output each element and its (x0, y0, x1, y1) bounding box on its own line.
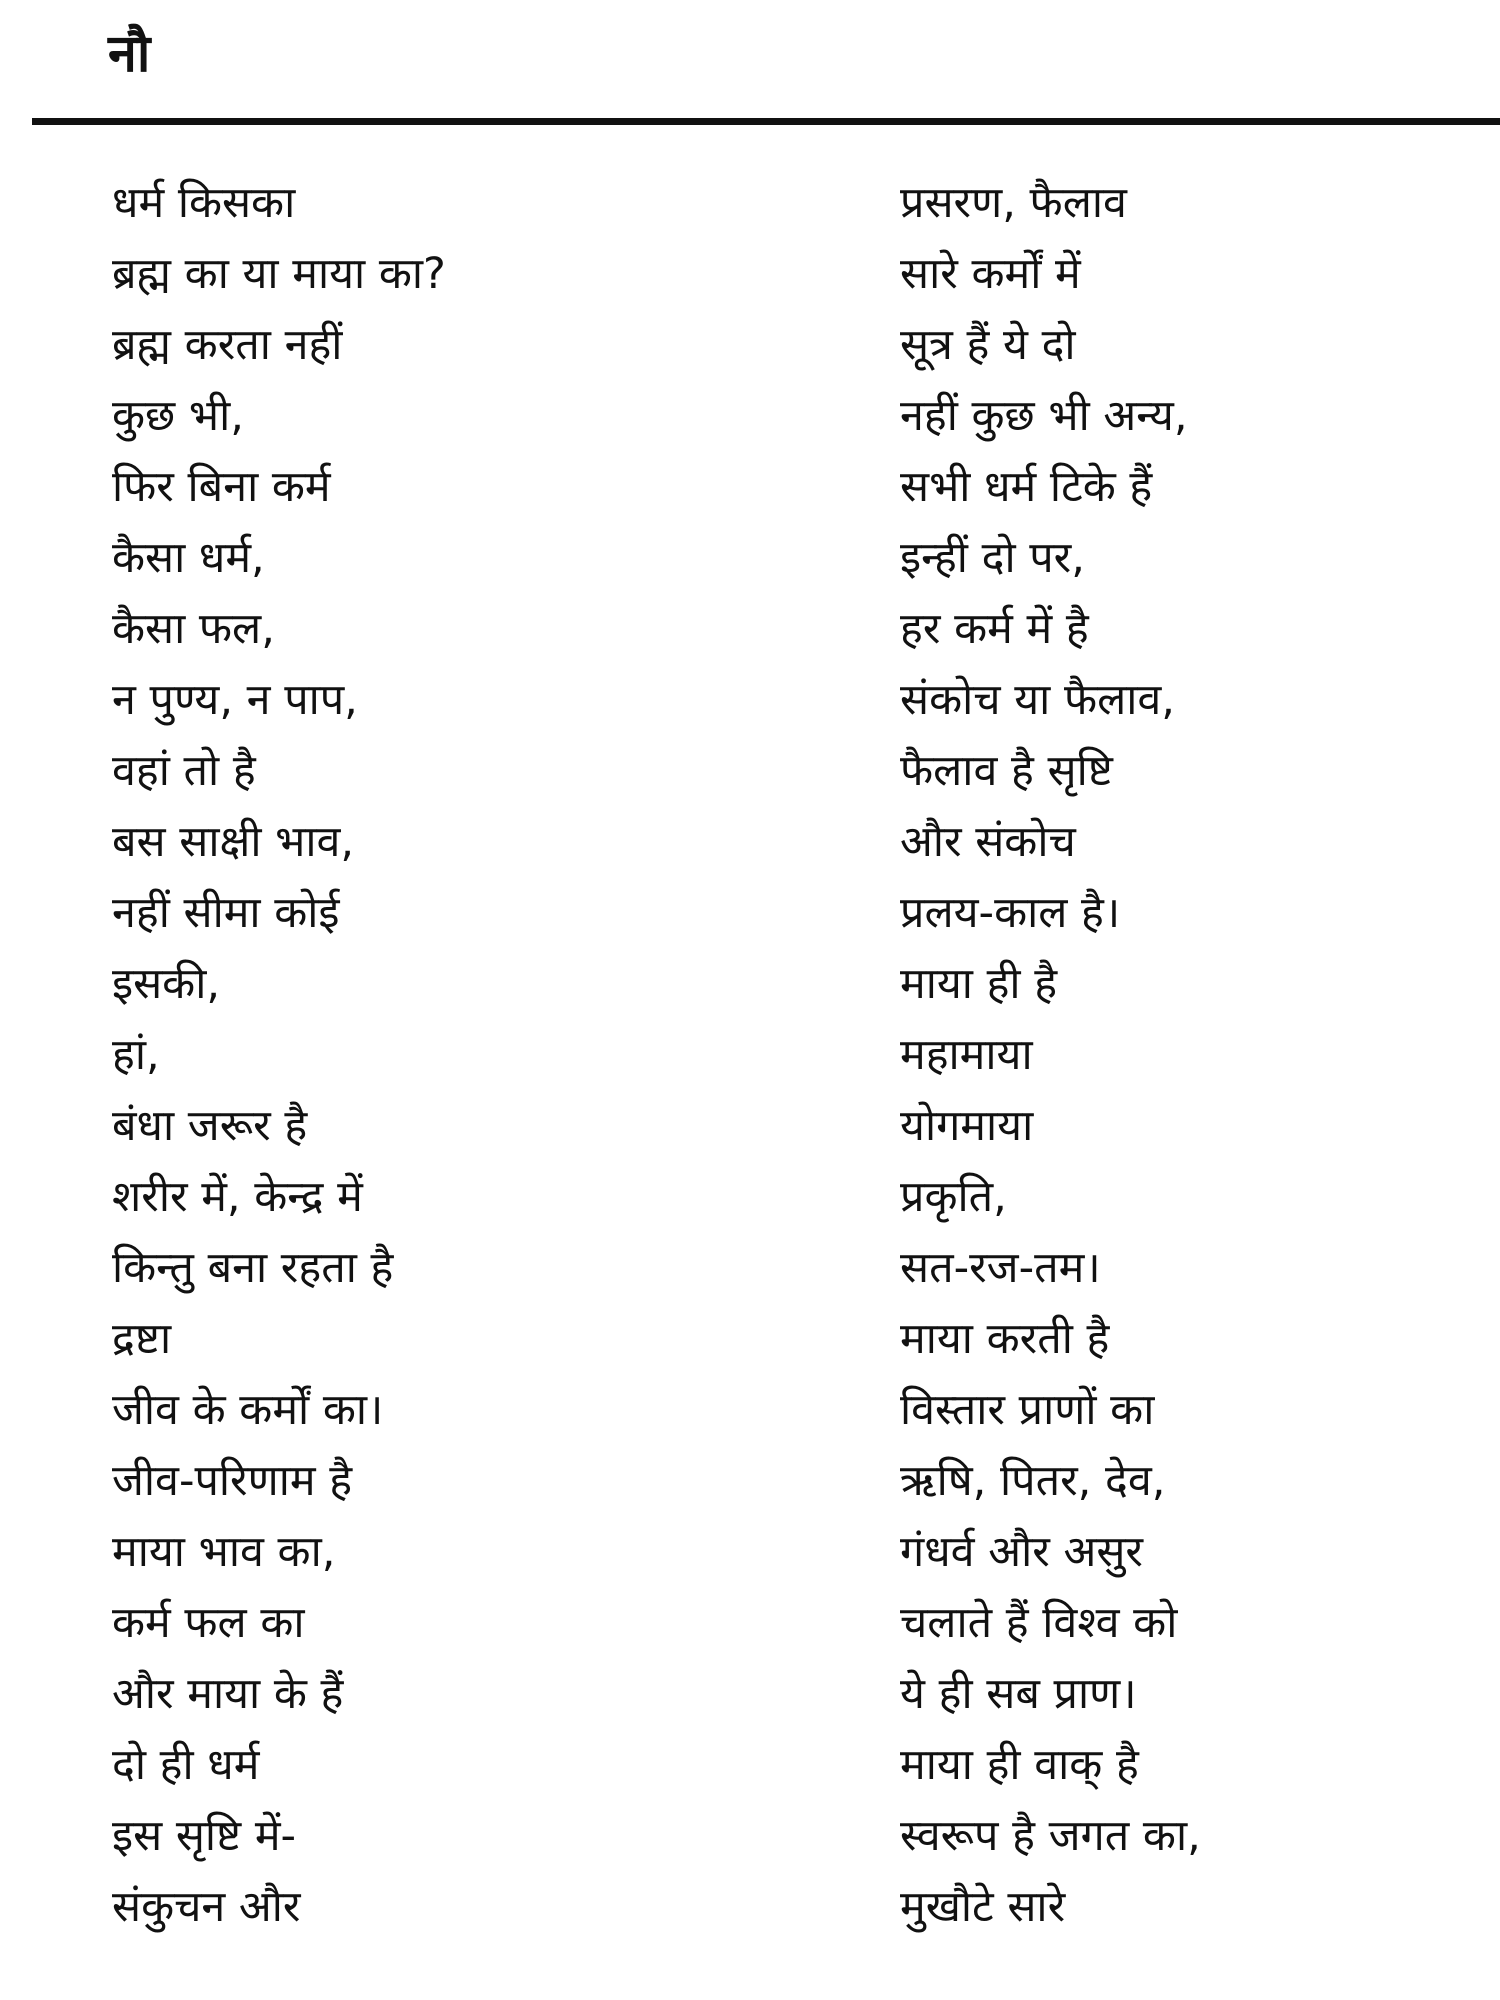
poem-line: माया करती है (900, 1314, 1110, 1364)
page-heading: नौ (108, 24, 151, 84)
poem-line: चलाते हैं विश्व को (900, 1598, 1178, 1648)
poem-line: कैसा धर्म, (112, 533, 265, 583)
poem-line: मुखौटे सारे (900, 1882, 1066, 1932)
poem-line: योगमाया (900, 1101, 1034, 1151)
poem-line: शरीर में, केन्द्र में (112, 1172, 363, 1222)
poem-line: जीव के कर्मों का। (112, 1385, 384, 1435)
poem-line: हर कर्म में है (900, 604, 1089, 654)
poem-line: माया ही वाक् है (900, 1740, 1139, 1790)
poem-line: प्रलय-काल है। (900, 888, 1121, 938)
poem-line: ब्रह्म करता नहीं (112, 320, 343, 370)
poem-line: बस साक्षी भाव, (112, 817, 355, 867)
poem-left-column (112, 168, 752, 1943)
poem-line: हां, (112, 1030, 160, 1080)
poem-line: और माया के हैं (112, 1669, 344, 1719)
poem-line: दो ही धर्म (112, 1740, 260, 1790)
poem-line: विस्तार प्राणों का (900, 1385, 1155, 1435)
poem-right-column (900, 168, 1480, 1943)
poem-line: सूत्र हैं ये दो (900, 320, 1076, 370)
poem-line: इस सृष्टि में- (112, 1811, 297, 1861)
poem-line: द्रष्टा (112, 1314, 172, 1364)
poem-line: प्रकृति, (900, 1172, 1007, 1222)
poem-line: वहां तो है (112, 746, 256, 796)
poem-line: सारे कर्मों में (900, 249, 1081, 299)
poem-line: सभी धर्म टिके हैं (900, 462, 1153, 512)
poem-line: ब्रह्म का या माया का? (112, 249, 446, 299)
poem-line: किन्तु बना रहता है (112, 1243, 394, 1293)
poem-line: फैलाव है सृष्टि (900, 746, 1113, 796)
poem-line: ये ही सब प्राण। (900, 1669, 1137, 1719)
poem-line: इन्हीं दो पर, (900, 533, 1085, 583)
poem-line: फिर बिना कर्म (112, 462, 331, 512)
poem-line: संकोच या फैलाव, (900, 675, 1175, 725)
poem-line: कुछ भी, (112, 391, 244, 441)
poem-line: स्वरूप है जगत का, (900, 1811, 1201, 1861)
poem-line: ऋषि, पितर, देव, (900, 1456, 1166, 1506)
poem-line: बंधा जरूर है (112, 1101, 308, 1151)
poem-line: और संकोच (900, 817, 1076, 867)
poem-line: न पुण्य, न पाप, (112, 675, 358, 725)
poem-line: नहीं सीमा कोई (112, 888, 340, 938)
poem-line: माया ही है (900, 959, 1058, 1009)
heading-divider (32, 118, 1500, 125)
poem-line: महामाया (900, 1030, 1033, 1080)
poem-line: धर्म किसका (112, 178, 296, 228)
poem-line: जीव-परिणाम है (112, 1456, 353, 1506)
poem-line: कर्म फल का (112, 1598, 305, 1648)
poem-line: संकुचन और (112, 1882, 301, 1932)
poem-line: इसकी, (112, 959, 221, 1009)
poem-line: सत-रज-तम। (900, 1243, 1101, 1293)
poem-line: गंधर्व और असुर (900, 1527, 1143, 1577)
poem-line: माया भाव का, (112, 1527, 336, 1577)
poem-line: प्रसरण, फैलाव (900, 178, 1127, 228)
poem-line: कैसा फल, (112, 604, 275, 654)
poem-line: नहीं कुछ भी अन्य, (900, 391, 1188, 441)
